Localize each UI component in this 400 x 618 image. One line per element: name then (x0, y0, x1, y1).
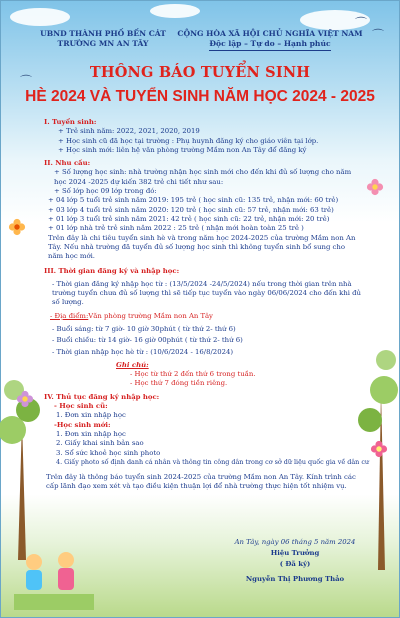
children-illustration-icon (14, 548, 94, 610)
note-label: Ghi chú: (116, 360, 149, 369)
list-item: + Học sinh mới: liên hệ văn phòng trường Mầm non An Tây để đăng ký (58, 145, 307, 154)
registration-period: - Thời gian đăng ký nhập học từ : (13/5/2024 -24/5/2024) nếu trong thời gian trên nhà trường tuyển chưa đủ số lượng thì sẽ tiếp tục tuyển vào ngày 06/06/2024 cho đến khi đủ số lượng. (52, 279, 361, 307)
place-label: - Địa điểm: (50, 311, 89, 320)
section-heading: IV. Thủ tục đăng ký nhập học: (44, 392, 160, 401)
morning-hours: - Buổi sáng: từ 7 giờ- 10 giờ 30phút ( từ thứ 2- thứ 6) (52, 324, 236, 333)
header-right (170, 29, 370, 51)
flower-icon (366, 178, 384, 196)
list-item: + 04 lớp 5 tuổi trẻ sinh năm 2019: 195 trẻ ( học sinh cũ: 135 trẻ, nhận mới: 60 trẻ) (48, 196, 339, 205)
cloud (10, 8, 70, 26)
bird-icon: ⌒ (355, 16, 368, 30)
republic-name: CỘNG HÒA XÃ HỘI CHỦ NGHĨA VIỆT NAM (177, 29, 363, 38)
sign-date: An Tây, ngày 06 tháng 5 năm 2024 (234, 538, 356, 546)
signature-block (230, 537, 360, 585)
flower-icon (16, 390, 34, 408)
page-subtitle: HÈ 2024 VÀ TUYỂN SINH NĂM HỌC 2024 - 2025 (25, 88, 375, 105)
cloud (150, 4, 200, 18)
sign-role: Hiệu Trưởng (270, 549, 320, 557)
notice-body (44, 116, 370, 492)
school-name: TRƯỜNG MN AN TÂY (57, 39, 149, 48)
tree-left-icon (0, 300, 44, 560)
section-heading: III. Thời gian đăng ký và nhập học: (44, 267, 180, 276)
admission-period: - Thời gian nhập học hè từ : (10/6/2024 - 16/8/2024) (52, 347, 234, 356)
list-item: + Trẻ sinh năm: 2022, 2021, 2020, 2019 (58, 127, 200, 136)
flower-icon (8, 218, 26, 236)
sign-status: ( Đã ký) (279, 560, 311, 568)
city-name: UBND THÀNH PHỐ BẾN CÁT (40, 29, 166, 38)
list-item: + Số lớp học 09 lớp trong đó: (54, 187, 157, 196)
bird-icon: ⌒ (20, 74, 33, 88)
list-item: 2. Giấy khai sinh bản sao (56, 439, 144, 448)
afternoon-hours: - Buổi chiều: từ 14 giờ- 16 giờ 00phút ( từ thứ 2- thứ 6) (52, 336, 243, 345)
section-heading: II. Nhu cầu: (44, 159, 91, 168)
flower-icon (370, 440, 388, 458)
header-left (38, 29, 168, 49)
list-item: + Học sinh cũ đã học tại trường : Phụ huynh đăng ký cho giáo viên tại lớp. (58, 136, 319, 145)
place-value: Văn phòng trường Mầm non An Tây (88, 311, 213, 320)
closing-paragraph: Trên đây là thông báo tuyển sinh 2024-2025 của trường Mầm non An Tây. Kính trình các cấp lãnh đạo xem xét và tạo điều kiện thuận lợi để nhà trường thực hiện tốt nhiệm vụ. (46, 473, 356, 491)
list-item: + 01 lớp 3 tuổi trẻ sinh năm 2021: 42 trẻ ( học sinh cũ: 22 trẻ, nhận mới: 20 trẻ) (48, 214, 330, 223)
section-heading: I. Tuyển sinh: (44, 118, 97, 126)
list-item: 1. Đơn xin nhập học (56, 429, 126, 438)
motto: Độc lập – Tự do – Hạnh phúc (209, 39, 330, 51)
page-title: THÔNG BÁO TUYỂN SINH (89, 64, 311, 81)
list-item: 4. Giấy photo số định danh cá nhân và thông tin công dân trong cơ sở dữ liệu quốc gia về dân cư (56, 457, 370, 466)
list-item: + Số lượng học sinh: nhà trường nhận học sinh mới cho đến khi đủ số lượng cho năm học 2024 -2025 dự kiến 382 trẻ chi tiết như sau: (54, 168, 352, 186)
signer-name: Nguyễn Thị Phương Thảo (245, 575, 345, 583)
list-item: + 01 lớp nhà trẻ trẻ sinh năm 2022 : 25 trẻ ( nhận mới hoàn toàn 25 trẻ ) (48, 224, 304, 233)
tree-right-icon (356, 270, 400, 570)
paragraph: Trên đây là chi tiêu tuyển sinh hè và trong năm học 2024-2025 của trường Mầm non An Tây. Nếu nhà trường đã tuyển đủ số lượng học sinh thì không tuyển sinh bổ sung cho năm học mới. (48, 233, 356, 261)
note-item: - Học từ thứ 2 đến thứ 6 trong tuần. (130, 370, 256, 379)
note-item: - Học thứ 7 đóng tiền riêng. (130, 379, 228, 388)
old-student-label: - Học sinh cũ: (54, 402, 108, 411)
list-item: + 03 lớp 4 tuổi trẻ sinh năm 2020: 120 trẻ ( học sinh cũ: 57 trẻ, nhận mới: 63 trẻ) (48, 205, 334, 214)
list-item: 3. Sổ sức khoẻ học sinh photo (56, 448, 161, 457)
bird-icon: ⌒ (372, 28, 385, 42)
new-student-label: -Học sinh mới: (54, 420, 111, 429)
list-item: 1. Đơn xin nhập học (56, 411, 126, 420)
